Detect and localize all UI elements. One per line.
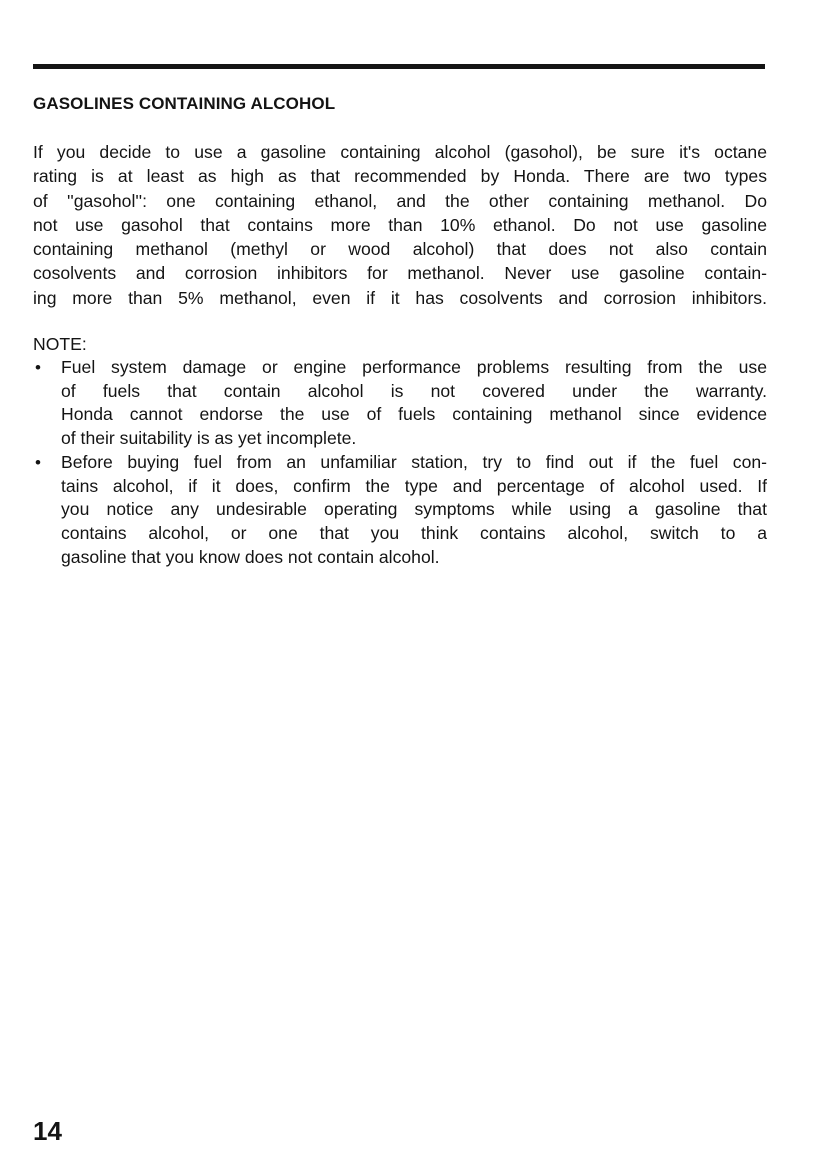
note-label: NOTE:	[33, 334, 87, 354]
paragraph-line: containing methanol (methyl or wood alcohol) that does not also contain	[33, 239, 767, 260]
note-line: you notice any undesirable operating symptoms while using a gasoline that	[61, 499, 767, 520]
note-line: of fuels that contain alcohol is not covered under the warranty.	[61, 380, 767, 401]
page-number: 14	[33, 1116, 62, 1146]
bullet-icon: •	[35, 358, 41, 377]
paragraph-line: of ''gasohol'': one containing ethanol, and the other containing methanol. Do	[33, 190, 767, 211]
note-line: of their suitability is as yet incomplete.	[61, 428, 357, 449]
intro-paragraph	[33, 140, 767, 310]
paragraph-line: If you decide to use a gasoline containing alcohol (gasohol), be sure it's octane	[33, 142, 767, 162]
bullet-icon: •	[35, 452, 41, 472]
paragraph-line: cosolvents and corrosion inhibitors for methanol. Never use gasoline contain-	[33, 263, 767, 284]
note-item	[33, 451, 767, 570]
paragraph-line: rating is at least as high as that recommended by Honda. There are two types	[33, 166, 767, 187]
note-line: Fuel system damage or engine performance problems resulting from the use	[61, 357, 767, 377]
note-item	[33, 356, 767, 451]
note-line: Honda cannot endorse the use of fuels containing methanol since evidence	[61, 404, 767, 425]
note-line: tains alcohol, if it does, confirm the type and percentage of alcohol used. If	[61, 475, 767, 496]
section-heading: GASOLINES CONTAINING ALCOHOL	[33, 94, 336, 113]
note-line: Before buying fuel from an unfamiliar station, try to find out if the fuel con-	[61, 451, 767, 472]
paragraph-line: ing more than 5% methanol, even if it has cosolvents and corrosion inhibitors.	[33, 287, 767, 308]
note-line: gasoline that you know does not contain alcohol.	[61, 546, 440, 567]
note-list	[33, 356, 767, 569]
paragraph-line: not use gasohol that contains more than 10% ethanol. Do not use gasoline	[33, 214, 767, 235]
note-line: contains alcohol, or one that you think contains alcohol, switch to a	[61, 522, 767, 543]
top-rule	[33, 64, 765, 69]
